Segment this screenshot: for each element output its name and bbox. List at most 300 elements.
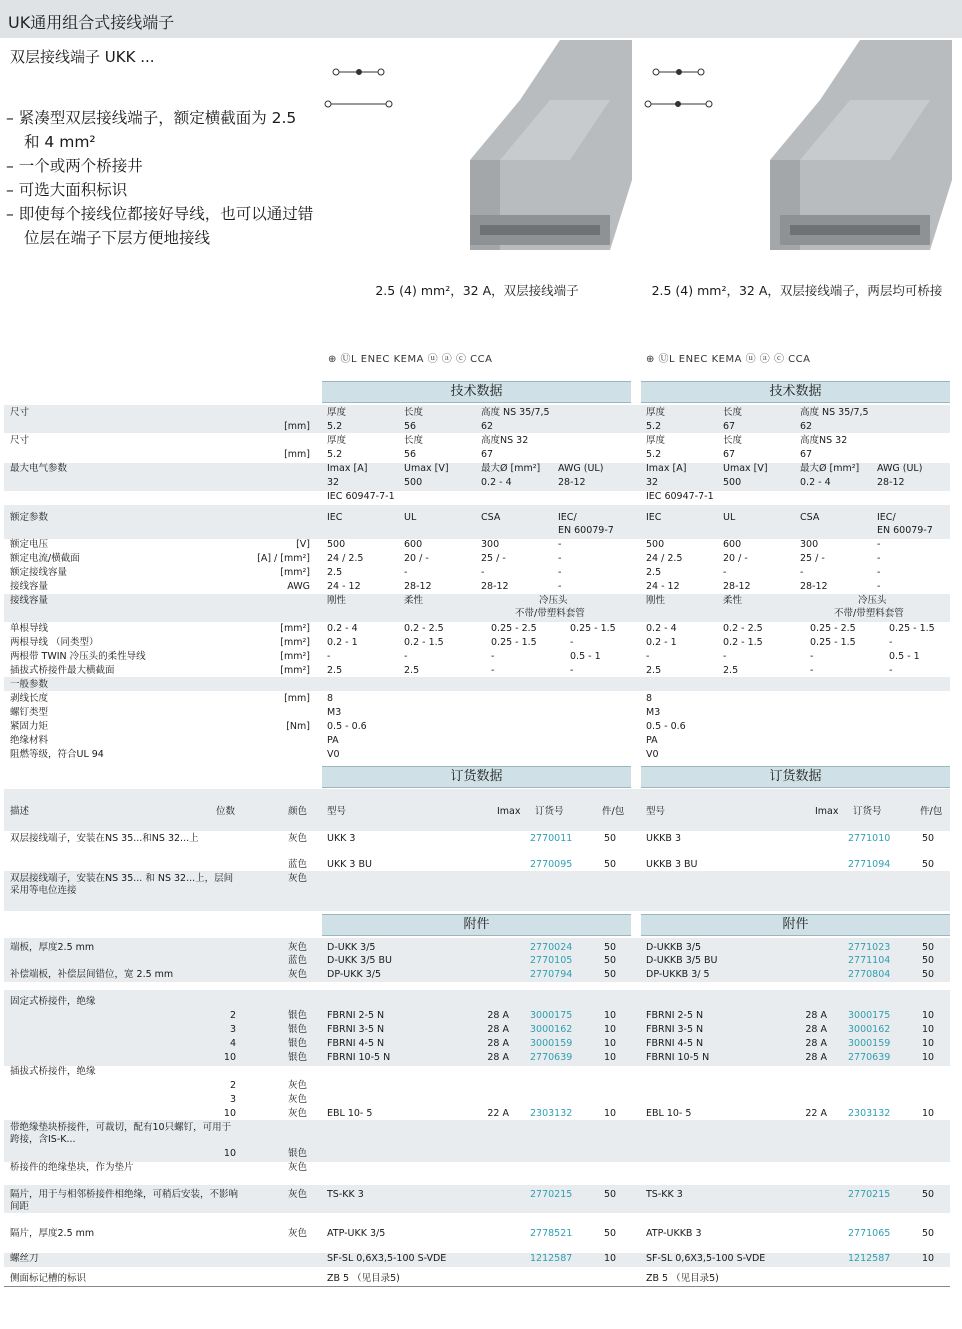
product-caption: 2.5 (4) mm²，32 A，双层接线端子: [375, 283, 579, 298]
tech-value: IEC: [646, 512, 662, 523]
tech-value: -: [723, 567, 727, 578]
tech-value: -: [889, 665, 893, 676]
tech-value: -: [723, 651, 727, 662]
tech-value: 2.5: [404, 665, 420, 676]
acc-order-number: 2770639: [530, 1052, 573, 1063]
tech-value: 28-12: [723, 581, 751, 592]
circuit-symbol: [325, 69, 392, 107]
acc-pack: 50: [922, 1228, 935, 1239]
acc-pack: 50: [922, 969, 935, 980]
tech-value: -: [558, 581, 562, 592]
tech-value: M3: [646, 707, 661, 718]
order-pack: 50: [604, 859, 617, 870]
certification-marks: ⊕ ⓊL ENEC KEMA ⓤ ⓐ ⓒ CCA: [328, 354, 493, 365]
tech-value: 柔性: [723, 595, 743, 606]
tech-value: IEC/: [558, 512, 577, 523]
tech-value: -: [404, 567, 408, 578]
tech-value: 厚度: [646, 435, 666, 446]
tech-value: -: [404, 651, 408, 662]
column-header: 件/包: [920, 806, 943, 817]
acc-positions: 4: [229, 1038, 236, 1049]
acc-type: SF-SL 0,6X3,5-100 S-VDE: [327, 1253, 447, 1264]
column-header: Imax: [497, 806, 521, 817]
tech-value: 0.25 - 2.5: [810, 623, 856, 634]
tech-value: 刚性: [646, 595, 666, 606]
row-label: 单根导线: [10, 623, 49, 634]
tech-value: M3: [327, 707, 342, 718]
row-label: 额定电压: [10, 539, 49, 550]
acc-type: FBRNI 3-5 N: [327, 1024, 385, 1035]
acc-pack: 50: [922, 942, 935, 953]
acc-color: 银色: [288, 1024, 308, 1035]
tech-value: 厚度: [646, 407, 666, 418]
section-header-acc: 附件: [641, 914, 950, 936]
column-header: 订货号: [535, 806, 564, 817]
tech-value: 不带/带塑料套管: [515, 608, 585, 619]
tech-value: -: [491, 665, 495, 676]
acc-order-number: 2778521: [530, 1228, 573, 1239]
acc-desc: 固定式桥接件，绝缘: [10, 996, 96, 1007]
tech-value: 5.2: [646, 421, 662, 432]
acc-order-number: 2770639: [848, 1052, 891, 1063]
acc-pack: 50: [604, 942, 617, 953]
order-color: 灰色: [288, 833, 308, 844]
acc-pack: 50: [604, 1228, 617, 1239]
tech-value: 0.2 - 1.5: [404, 637, 444, 648]
tech-value: 56: [404, 421, 417, 432]
tech-value: 56: [404, 449, 417, 460]
tech-value: 25 / -: [481, 553, 506, 564]
order-type: UKKB 3 BU: [646, 859, 698, 870]
tech-value: -: [810, 665, 814, 676]
acc-color: 灰色: [288, 1162, 308, 1173]
tech-value: 2.5: [646, 567, 662, 578]
tech-value: 0.2 - 1.5: [723, 637, 763, 648]
row-label: 尺寸: [10, 435, 30, 446]
tech-value: 2.5: [327, 567, 343, 578]
tech-value: 2.5: [723, 665, 739, 676]
tech-value: 0.2 - 2.5: [404, 623, 444, 634]
subtitle: 双层接线端子 UKK ...: [10, 48, 155, 66]
acc-order-number: 3000162: [848, 1024, 891, 1035]
tech-value: AWG (UL): [877, 463, 923, 474]
acc-type: D-UKK 3/5 BU: [327, 955, 392, 966]
tech-value: V0: [646, 749, 659, 760]
feature-item: – 即使每个接线位都接好导线，也可以通过错位层在端子下层方便地接线: [6, 202, 316, 250]
tech-value: -: [481, 567, 485, 578]
tech-value: 0.5 - 0.6: [646, 721, 686, 732]
acc-type: D-UKK 3/5: [327, 942, 376, 953]
tech-value: 高度NS 32: [800, 435, 848, 446]
row-unit: [V]: [296, 539, 310, 550]
tech-value: IEC: [327, 512, 343, 523]
tech-value: -: [877, 581, 881, 592]
order-number: 2770011: [530, 833, 573, 844]
acc-desc: 侧面标记槽的标识: [10, 1273, 87, 1284]
tech-value: -: [558, 539, 562, 550]
acc-pack: 10: [922, 1024, 935, 1035]
tech-value: 32: [646, 477, 659, 488]
tech-value: 2.5: [646, 665, 662, 676]
tech-value: 最大Ø [mm²]: [800, 463, 860, 474]
order-type: UKK 3 BU: [327, 859, 372, 870]
acc-desc: 桥接件的绝缘垫块，作为垫片: [10, 1162, 134, 1173]
acc-pack: 10: [922, 1108, 935, 1119]
product-image-ukk: [320, 40, 632, 270]
acc-order-number: 1212587: [530, 1253, 573, 1264]
standard-label: IEC 60947-7-1: [327, 491, 395, 502]
bottom-border: [4, 1286, 950, 1287]
acc-order-number: 2770024: [530, 942, 573, 953]
acc-desc: 隔片，用于与相邻桥接件相绝缘，可稍后安装，不影响间距: [10, 1189, 239, 1212]
column-header: 型号: [327, 806, 347, 817]
row-label: 接线容量: [10, 595, 49, 606]
tech-value: V0: [327, 749, 340, 760]
acc-order-number: 3000159: [848, 1038, 891, 1049]
column-header: 订货号: [853, 806, 882, 817]
acc-color: 灰色: [288, 1189, 308, 1200]
tech-value: CSA: [481, 512, 501, 523]
order-number: 2770095: [530, 859, 573, 870]
acc-pack: 10: [922, 1010, 935, 1021]
tech-value: 67: [481, 449, 494, 460]
column-header: 型号: [646, 806, 666, 817]
acc-type: ZB 5 （见目录5): [646, 1273, 719, 1284]
row-unit: [mm²]: [280, 623, 310, 634]
tech-value: 24 / 2.5: [646, 553, 683, 564]
acc-order-number: 2770794: [530, 969, 573, 980]
tech-value: 8: [327, 693, 334, 704]
acc-color: 银色: [288, 1052, 308, 1063]
tech-value: 0.2 - 4: [646, 623, 677, 634]
acc-desc: 端板，厚度2.5 mm: [10, 942, 95, 953]
acc-type: FBRNI 4-5 N: [327, 1038, 385, 1049]
acc-order-number: 2771104: [848, 955, 891, 966]
acc-pack: 10: [604, 1052, 617, 1063]
acc-positions: 10: [223, 1052, 236, 1063]
acc-type: DP-UKK 3/5: [327, 969, 381, 980]
acc-type: D-UKKB 3/5: [646, 942, 701, 953]
column-header: 描述: [10, 806, 30, 817]
order-number: 2771094: [848, 859, 891, 870]
tech-value: 长度: [723, 435, 743, 446]
terminal-block-drawing: [470, 40, 632, 250]
acc-order-number: 3000162: [530, 1024, 573, 1035]
section-header-tech: 技术数据: [322, 381, 631, 403]
acc-order-number: 1212587: [848, 1253, 891, 1264]
acc-color: 灰色: [288, 1108, 308, 1119]
row-label: 额定电流/横截面: [10, 553, 80, 564]
acc-order-number: 2771065: [848, 1228, 891, 1239]
tech-value: 5.2: [646, 449, 662, 460]
row-label: 一般参数: [10, 679, 49, 690]
tech-value: 0.2 - 4: [327, 623, 358, 634]
row-label: 额定参数: [10, 512, 49, 523]
tech-value: -: [877, 539, 881, 550]
feature-item: – 紧凑型双层接线端子，额定横截面为 2.5 和 4 mm²: [6, 106, 316, 154]
row-label: 阻燃等级，符合UL 94: [10, 749, 104, 760]
tech-value: -: [327, 651, 331, 662]
acc-pack: 50: [604, 1189, 617, 1200]
tech-value: -: [646, 651, 650, 662]
tech-value: -: [570, 665, 574, 676]
tech-value: -: [810, 651, 814, 662]
acc-order-number: 3000175: [848, 1010, 891, 1021]
acc-pack: 50: [922, 955, 935, 966]
acc-order-number: 2303132: [530, 1108, 573, 1119]
tech-value: 67: [800, 449, 813, 460]
acc-order-number: 2770215: [530, 1189, 573, 1200]
acc-desc: 插拔式桥接件，绝缘: [10, 1066, 96, 1077]
tech-value: 24 - 12: [646, 581, 680, 592]
tech-value: 厚度: [327, 407, 347, 418]
acc-color: 灰色: [288, 942, 308, 953]
row-label: 两根导线 （同类型）: [10, 637, 99, 648]
tech-value: 最大Ø [mm²]: [481, 463, 541, 474]
page-header: [0, 0, 962, 38]
acc-type: DP-UKKB 3/ 5: [646, 969, 710, 980]
tech-value: Umax [V]: [404, 463, 449, 474]
acc-type: D-UKKB 3/5 BU: [646, 955, 718, 966]
section-header-acc: 附件: [322, 914, 631, 936]
tech-value: -: [877, 567, 881, 578]
order-number: 2771010: [848, 833, 891, 844]
tech-value: 20 / -: [723, 553, 748, 564]
acc-pack: 10: [604, 1108, 617, 1119]
certification-marks: ⊕ ⓊL ENEC KEMA ⓤ ⓐ ⓒ CCA: [646, 354, 811, 365]
acc-pack: 10: [922, 1253, 935, 1264]
product-caption: 2.5 (4) mm²，32 A，双层接线端子，两层均可桥接: [651, 283, 943, 298]
acc-order-number: 2770804: [848, 969, 891, 980]
row-label: 绝缘材料: [10, 735, 49, 746]
tech-value: -: [558, 553, 562, 564]
acc-order-number: 2771023: [848, 942, 891, 953]
acc-color: 灰色: [288, 1094, 308, 1105]
tech-value: 柔性: [404, 595, 424, 606]
row-label: 额定接线容量: [10, 567, 68, 578]
acc-current: 28 A: [805, 1010, 827, 1021]
acc-desc: 带绝缘垫块桥接件，可裁切，配有10只螺钉，可用于跨接，含IS-K...: [10, 1122, 232, 1145]
acc-type: EBL 10- 5: [646, 1108, 692, 1119]
section-header-order: 订货数据: [322, 766, 631, 788]
tech-value: 67: [723, 421, 736, 432]
column-header: 位数: [216, 806, 236, 817]
tech-value: 5.2: [327, 421, 343, 432]
acc-current: 28 A: [487, 1010, 509, 1021]
product-image-ukkb: [640, 40, 952, 270]
acc-current: 28 A: [805, 1038, 827, 1049]
row-band: [4, 789, 950, 831]
order-pack: 50: [604, 833, 617, 844]
circuit-symbol: [645, 69, 712, 107]
acc-type: FBRNI 2-5 N: [646, 1010, 704, 1021]
tech-value: 2.5: [327, 665, 343, 676]
tech-value: 0.2 - 2.5: [723, 623, 763, 634]
tech-value: 厚度: [327, 435, 347, 446]
tech-value: 0.5 - 0.6: [327, 721, 367, 732]
acc-order-number: 3000159: [530, 1038, 573, 1049]
acc-type: SF-SL 0,6X3,5-100 S-VDE: [646, 1253, 766, 1264]
tech-value: 28-12: [800, 581, 828, 592]
tech-value: 300: [800, 539, 819, 550]
acc-positions: 2: [229, 1080, 236, 1091]
tech-value: 600: [404, 539, 423, 550]
tech-value: 500: [646, 539, 665, 550]
row-unit: [mm²]: [280, 637, 310, 648]
acc-current: 22 A: [805, 1108, 827, 1119]
acc-current: 28 A: [487, 1038, 509, 1049]
tech-value: 20 / -: [404, 553, 429, 564]
acc-positions: 3: [229, 1024, 236, 1035]
order-pack: 50: [922, 859, 935, 870]
row-unit: [mm]: [284, 693, 310, 704]
feature-list: [6, 106, 316, 250]
acc-color: 银色: [288, 1148, 308, 1159]
row-unit: [A] / [mm²]: [257, 553, 310, 564]
order-pack: 50: [922, 833, 935, 844]
tech-value: 高度 NS 35/7,5: [800, 407, 869, 418]
row-unit: [mm²]: [280, 665, 310, 676]
tech-value: 长度: [404, 435, 424, 446]
acc-pack: 50: [604, 955, 617, 966]
tech-value: 冷压头: [539, 595, 568, 606]
acc-type: TS-KK 3: [646, 1189, 683, 1200]
acc-type: EBL 10- 5: [327, 1108, 373, 1119]
acc-type: FBRNI 3-5 N: [646, 1024, 704, 1035]
row-label: 插拔式桥接件最大横截面: [10, 665, 115, 676]
tech-value: 0.2 - 1: [327, 637, 358, 648]
tech-value: 67: [723, 449, 736, 460]
acc-positions: 10: [223, 1108, 236, 1119]
tech-value: -: [889, 637, 893, 648]
row-label: 接线容量: [10, 581, 49, 592]
acc-type: ATP-UKK 3/5: [327, 1228, 386, 1239]
page-title: UK通用组合式接线端子: [8, 13, 175, 32]
tech-value: -: [558, 567, 562, 578]
tech-value: 长度: [404, 407, 424, 418]
tech-value: 不带/带塑料套管: [834, 608, 904, 619]
tech-value: -: [800, 567, 804, 578]
tech-value: 0.2 - 4: [481, 477, 512, 488]
acc-current: 28 A: [805, 1024, 827, 1035]
tech-value: -: [570, 637, 574, 648]
acc-current: 28 A: [487, 1052, 509, 1063]
tech-value: 28-12: [404, 581, 432, 592]
acc-desc: 螺丝刀: [10, 1253, 39, 1264]
tech-value: 24 - 12: [327, 581, 361, 592]
tech-value: -: [491, 651, 495, 662]
acc-type: FBRNI 2-5 N: [327, 1010, 385, 1021]
row-band: [4, 677, 950, 691]
tech-value: EN 60079-7: [558, 525, 614, 536]
acc-type: ATP-UKKB 3: [646, 1228, 702, 1239]
row-unit: [mm²]: [280, 567, 310, 578]
section-header-order: 订货数据: [641, 766, 950, 788]
acc-color: 银色: [288, 1038, 308, 1049]
tech-value: 5.2: [327, 449, 343, 460]
order-type: UKK 3: [327, 833, 356, 844]
row-unit: [mm²]: [280, 651, 310, 662]
acc-color: 蓝色: [288, 955, 308, 966]
tech-value: 600: [723, 539, 742, 550]
tech-value: 0.25 - 1.5: [491, 637, 537, 648]
feature-item: – 可选大面积标识: [6, 178, 316, 202]
row-unit: [mm]: [284, 421, 310, 432]
tech-value: Imax [A]: [327, 463, 368, 474]
section-header-tech: 技术数据: [641, 381, 950, 403]
row-label: 最大电气参数: [10, 463, 68, 474]
tech-value: Imax [A]: [646, 463, 687, 474]
acc-current: 22 A: [487, 1108, 509, 1119]
row-unit: AWG: [287, 581, 310, 592]
tech-value: 冷压头: [858, 595, 887, 606]
acc-desc: 补偿端板，补偿层间错位，宽 2.5 mm: [10, 969, 174, 980]
row-label: 紧固力矩: [10, 721, 49, 732]
order-desc: 双层接线端子，安装在NS 35...和NS 32...上: [10, 833, 199, 844]
tech-value: 0.2 - 4: [800, 477, 831, 488]
tech-value: IEC/: [877, 512, 896, 523]
tech-value: PA: [327, 735, 339, 746]
feature-item: – 一个或两个桥接井: [6, 154, 316, 178]
acc-order-number: 2303132: [848, 1108, 891, 1119]
acc-positions: 3: [229, 1094, 236, 1105]
tech-value: 500: [404, 477, 423, 488]
row-label: 尺寸: [10, 407, 30, 418]
tech-value: 25 / -: [800, 553, 825, 564]
acc-color: 灰色: [288, 1080, 308, 1091]
acc-type: FBRNI 10-5 N: [646, 1052, 710, 1063]
column-header: 颜色: [288, 806, 308, 817]
acc-color: 灰色: [288, 1228, 308, 1239]
tech-value: 0.25 - 1.5: [570, 623, 616, 634]
acc-type: TS-KK 3: [327, 1189, 364, 1200]
acc-order-number: 2770105: [530, 955, 573, 966]
acc-order-number: 2770215: [848, 1189, 891, 1200]
tech-value: -: [877, 553, 881, 564]
acc-pack: 10: [922, 1038, 935, 1049]
tech-value: UL: [404, 512, 417, 523]
acc-type: ZB 5 （见目录5): [327, 1273, 400, 1284]
order-color: 蓝色: [288, 859, 308, 870]
tech-value: 0.5 - 1: [570, 651, 601, 662]
acc-pack: 10: [604, 1038, 617, 1049]
acc-order-number: 3000175: [530, 1010, 573, 1021]
acc-color: 银色: [288, 1010, 308, 1021]
tech-value: 32: [327, 477, 340, 488]
tech-value: 0.2 - 1: [646, 637, 677, 648]
tech-value: 高度NS 32: [481, 435, 529, 446]
tech-value: 高度 NS 35/7,5: [481, 407, 550, 418]
acc-desc: 隔片，厚度2.5 mm: [10, 1228, 95, 1239]
tech-value: 0.5 - 1: [889, 651, 920, 662]
acc-current: 28 A: [805, 1052, 827, 1063]
standard-label: IEC 60947-7-1: [646, 491, 714, 502]
acc-color: 灰色: [288, 969, 308, 980]
tech-value: PA: [646, 735, 658, 746]
row-unit: [mm]: [284, 449, 310, 460]
order-color: 灰色: [288, 873, 308, 884]
tech-value: EN 60079-7: [877, 525, 933, 536]
tech-value: 8: [646, 693, 653, 704]
tech-value: 0.25 - 2.5: [491, 623, 537, 634]
acc-pack: 50: [604, 969, 617, 980]
tech-value: 0.25 - 1.5: [810, 637, 856, 648]
terminal-block-drawing: [770, 40, 952, 250]
tech-value: AWG (UL): [558, 463, 604, 474]
column-header: Imax: [815, 806, 839, 817]
tech-value: 28-12: [877, 477, 905, 488]
tech-value: 62: [800, 421, 813, 432]
